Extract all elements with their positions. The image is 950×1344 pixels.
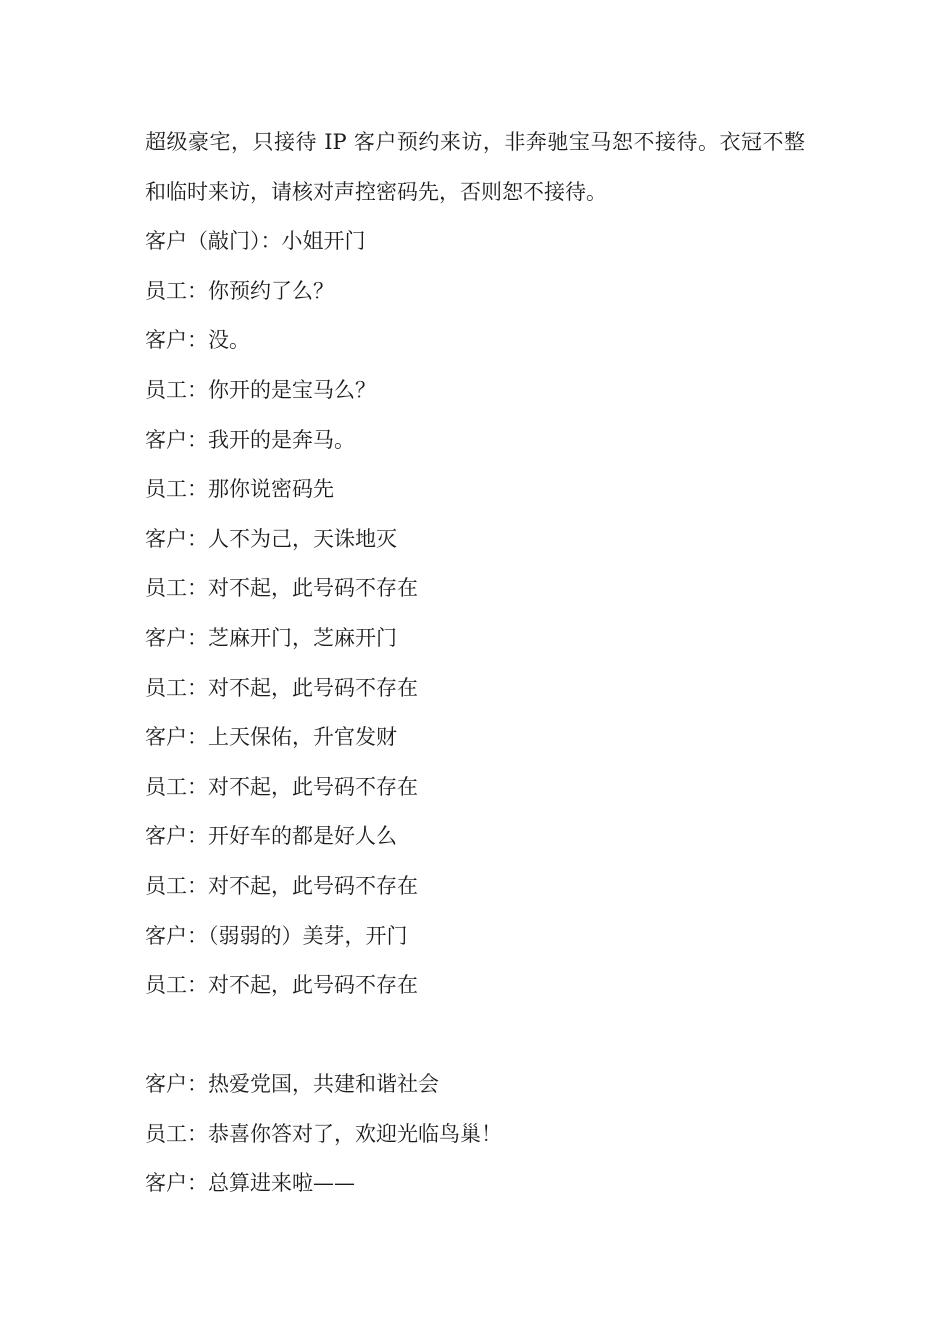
dialogue-line: 员工：恭喜你答对了，欢迎光临鸟巢！ [145, 1121, 502, 1146]
dialogue-line: 客户：芝麻开门，芝麻开门 [145, 625, 397, 650]
dialogue-line: 客户：开好车的都是好人么 [145, 824, 397, 849]
dialogue-line: 员工：对不起，此号码不存在 [145, 576, 418, 601]
intro-paragraph: 超级豪宅，只接待 IP 客户预约来访，非奔驰宝马恕不接待。衣冠不整和临时来访，请核对声控密码先，否则恕不接待。 [145, 130, 805, 204]
dialogue-line: 员工：你预约了么？ [145, 278, 334, 303]
dialogue-line: 员工：你开的是宝马么？ [145, 377, 376, 402]
dialogue-line: 客户：（弱弱的）美芽，开门 [145, 923, 408, 948]
dialogue-line: 员工：对不起，此号码不存在 [145, 873, 418, 898]
dialogue-line: 客户：没。 [145, 328, 250, 353]
dialogue-line: 员工：对不起，此号码不存在 [145, 675, 418, 700]
dialogue-line: 员工：对不起，此号码不存在 [145, 774, 418, 799]
dialogue-line: 客户：我开的是奔马。 [145, 427, 355, 452]
dialogue-line: 客户：人不为己，天诛地灭 [145, 526, 397, 551]
document-body [145, 118, 805, 1209]
dialogue-line: 客户：总算进来啦—— [145, 1171, 355, 1196]
dialogue-line: 客户：热爱党国，共建和谐社会 [145, 1072, 439, 1097]
dialogue-line: 员工：那你说密码先 [145, 477, 334, 502]
dialogue-line: 员工：对不起，此号码不存在 [145, 973, 418, 998]
dialogue-line: 客户（敲门）：小姐开门 [145, 229, 366, 254]
dialogue-line: 客户：上天保佑，升官发财 [145, 725, 397, 750]
paragraph-spacer [145, 1011, 805, 1061]
